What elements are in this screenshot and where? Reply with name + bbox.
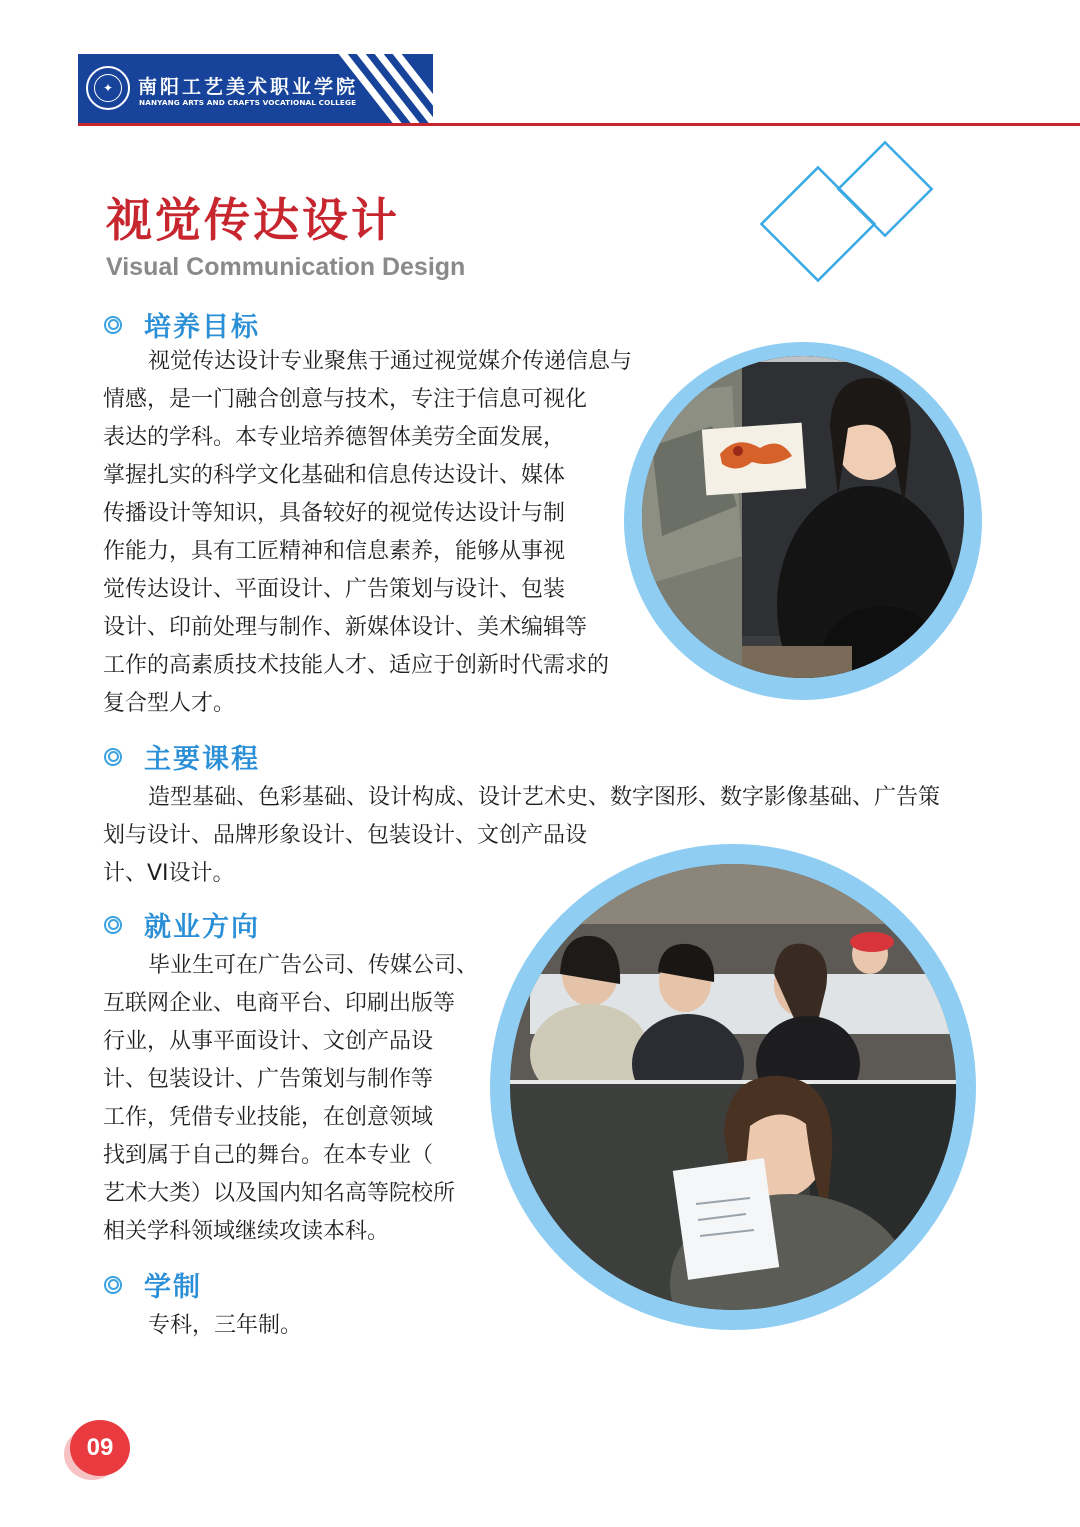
- text-line: 找到属于自己的舞台。在本专业（: [103, 1143, 434, 1168]
- text-line: 行业，从事平面设计、文创产品设: [103, 1029, 434, 1054]
- career-paragraph: [103, 947, 478, 1251]
- header-banner: [0, 0, 1080, 135]
- diamond-decoration-icon: [740, 140, 980, 310]
- page-subtitle-en: Visual Communication Design: [106, 253, 466, 281]
- text-line: 毕业生可在广告公司、传媒公司、: [148, 953, 479, 978]
- goal-paragraph: [103, 343, 632, 723]
- students-classroom-photo: [510, 864, 956, 1310]
- college-name-cn: 南阳工艺美术职业学院: [138, 76, 359, 98]
- text-line: 计、包装设计、广告策划与制作等: [103, 1067, 434, 1092]
- text-line: 工作，凭借专业技能，在创意领域: [103, 1105, 434, 1130]
- photo2-frame: [490, 844, 976, 1330]
- college-logo: [86, 66, 130, 110]
- section-heading-courses: [104, 737, 260, 776]
- text-line: 划与设计、品牌形象设计、包装设计、文创产品设: [103, 823, 588, 848]
- text-line: 觉传达设计、平面设计、广告策划与设计、包装: [103, 577, 566, 602]
- section-title: 主要课程: [144, 744, 260, 775]
- section-heading-duration: [104, 1265, 202, 1304]
- section-title: 就业方向: [144, 912, 260, 943]
- classroom-presentation-photo: [642, 356, 964, 678]
- text-line: 作能力，具有工匠精神和信息素养，能够从事视: [103, 539, 566, 564]
- text-line: 计、VI设计。: [103, 861, 235, 886]
- section-title: 学制: [144, 1272, 202, 1303]
- text-line: 表达的学科。本专业培养德智体美劳全面发展，: [103, 425, 566, 450]
- circle-bullet-icon: [104, 916, 122, 934]
- text-line: 工作的高素质技术技能人才、适应于创新时代需求的: [103, 653, 610, 678]
- page-title: 视觉传达设计: [106, 193, 400, 247]
- header-divider: [78, 123, 1080, 126]
- section-heading-career: [104, 905, 260, 944]
- text-line: 复合型人才。: [103, 691, 236, 716]
- section-title: 培养目标: [144, 312, 260, 343]
- text-line: 艺术大类）以及国内知名高等院校所: [103, 1181, 456, 1206]
- text-line: 相关学科领域继续攻读本科。: [103, 1219, 390, 1244]
- text-line: 专科，三年制。: [148, 1313, 303, 1338]
- text-line: 互联网企业、电商平台、印刷出版等: [103, 991, 456, 1016]
- circle-bullet-icon: [104, 316, 122, 334]
- duration-paragraph: [103, 1307, 302, 1345]
- text-line: 传播设计等知识，具备较好的视觉传达设计与制: [103, 501, 566, 526]
- text-line: 掌握扎实的科学文化基础和信息传达设计、媒体: [103, 463, 566, 488]
- page-number: 09: [70, 1420, 130, 1476]
- circle-bullet-icon: [104, 1276, 122, 1294]
- section-heading-goal: [104, 305, 260, 344]
- text-line: 造型基础、色彩基础、设计构成、设计艺术史、数字图形、数字影像基础、广告策: [148, 785, 941, 810]
- circle-bullet-icon: [104, 748, 122, 766]
- college-seal-icon: ✦: [94, 74, 122, 102]
- text-line: 设计、印前处理与制作、新媒体设计、美术编辑等: [103, 615, 588, 640]
- college-name-en: NANYANG ARTS AND CRAFTS VOCATIONAL COLLEGE: [139, 98, 357, 107]
- text-line: 视觉传达设计专业聚焦于通过视觉媒介传递信息与: [148, 349, 633, 374]
- photo1-frame: [624, 342, 982, 700]
- text-line: 情感，是一门融合创意与技术，专注于信息可视化: [103, 387, 588, 412]
- courses-paragraph: [103, 779, 940, 893]
